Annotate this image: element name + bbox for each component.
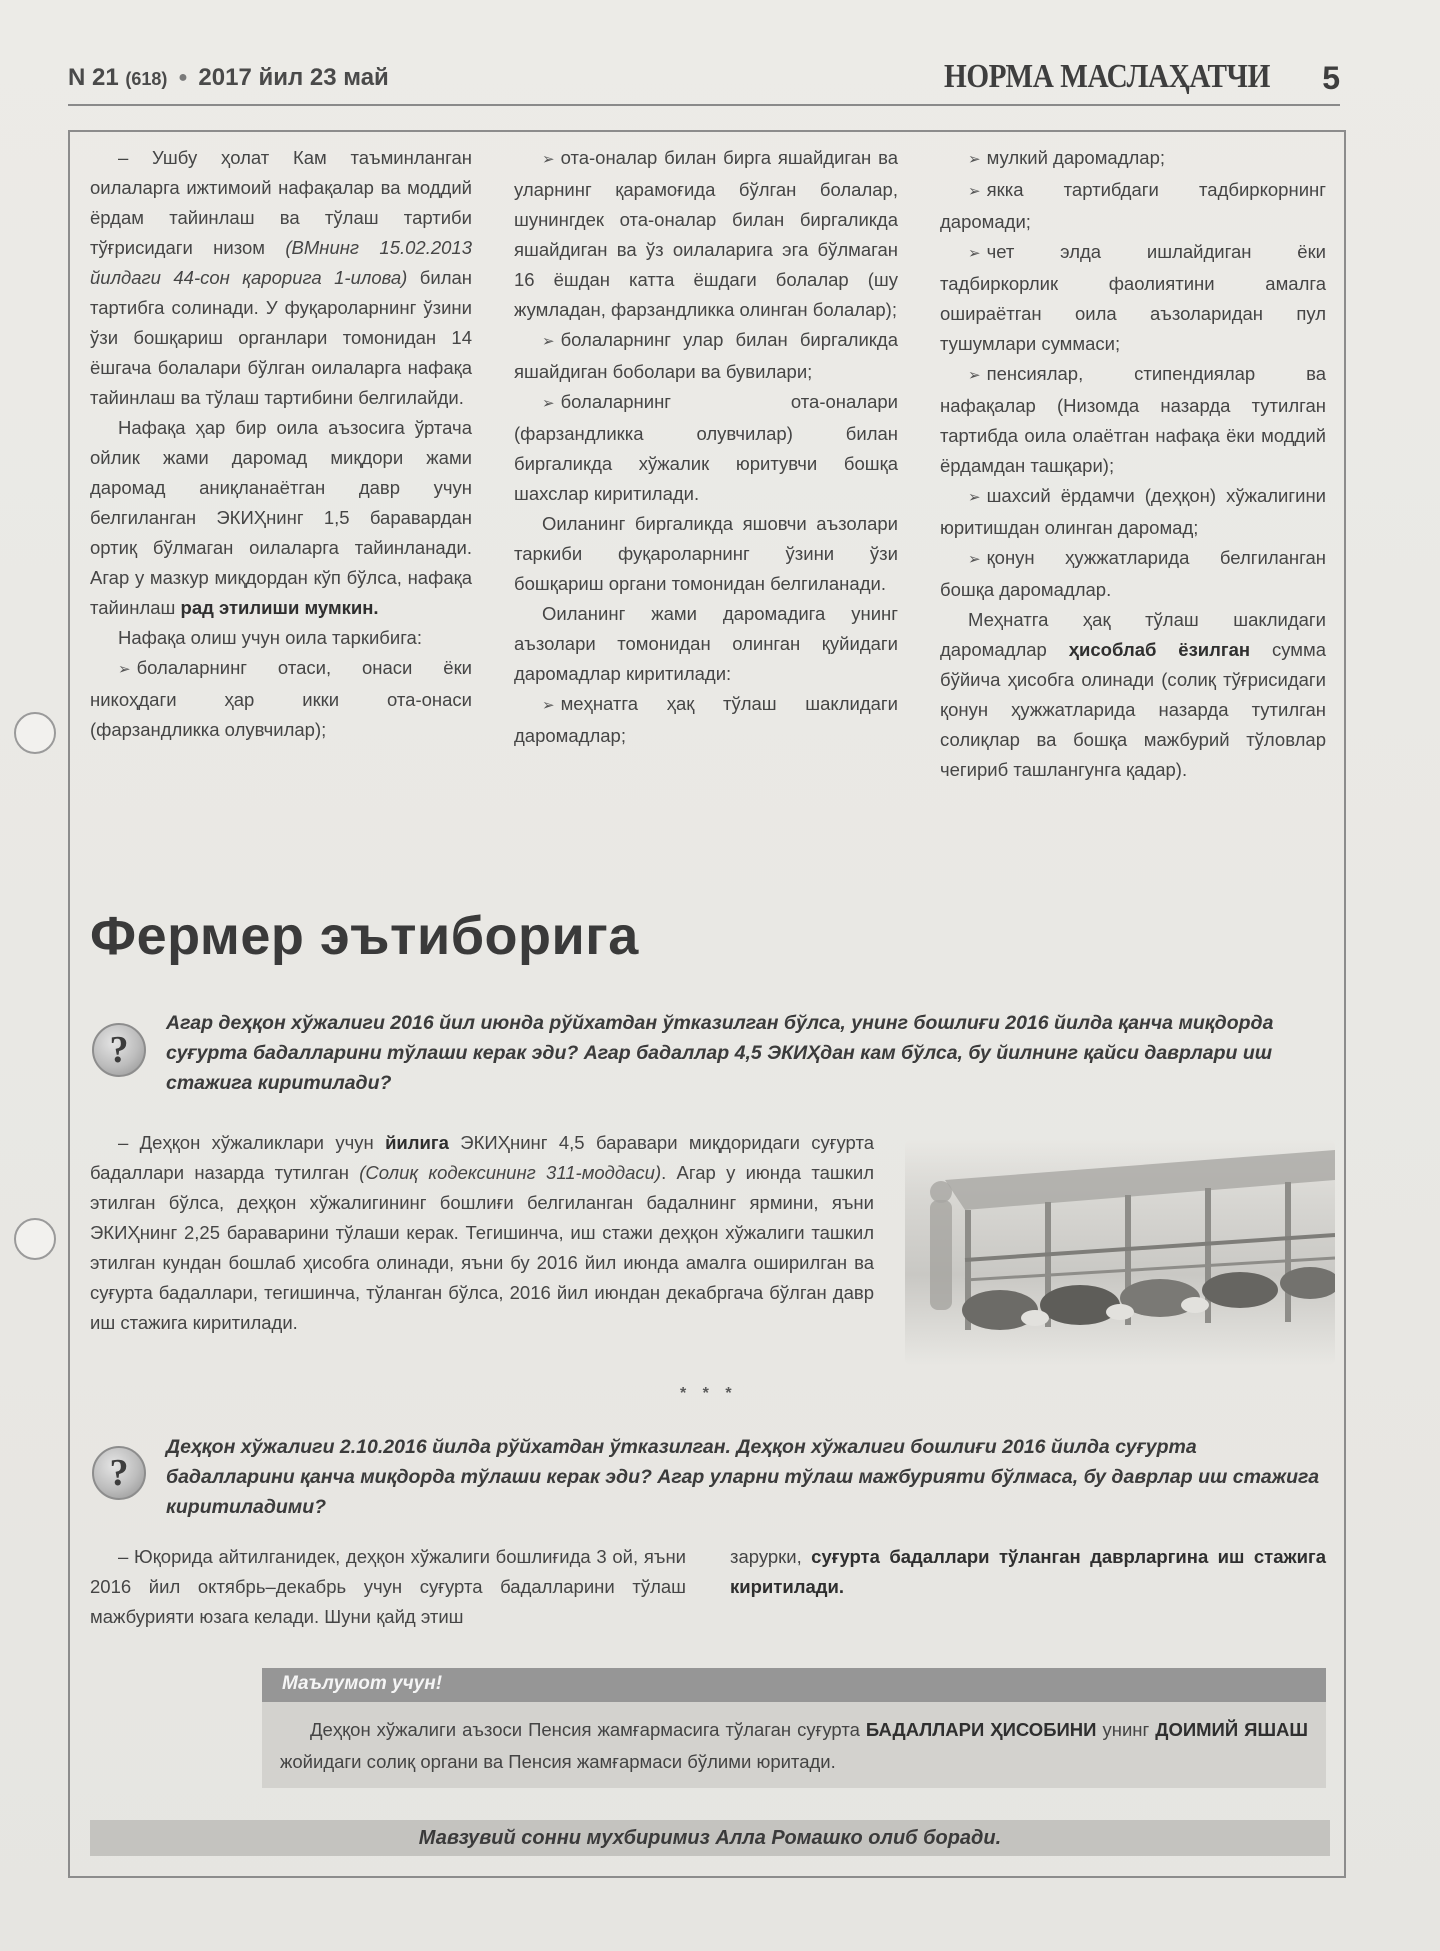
info-box-heading: Маълумот учун! bbox=[282, 1673, 443, 1694]
text-run: билан тартибга солинади. У фуқароларнинг ўзини ўзи бошқариш органлари томонидан 14 ёшгача болалари бўлган оилаларга нафақа тайинлаш ва тўлаш тартибини белгилайди. bbox=[90, 267, 472, 408]
question-2: Деҳқон хўжалиги 2.10.2016 йилда рўйхатдан ўтказилган. Деҳқон хўжалиги бошлиғи 2016 йилда суғурта бадалларини қанча миқдорда тўлаши керак эди? Агар уларни тўлаш мажбурияти бўлмаса, бу даврлар иш стажига киритиладими? bbox=[166, 1436, 1320, 1518]
text-run: Оиланинг биргаликда яшовчи аъзолари таркиби фуқароларнинг ўзини ўзи бошқариш органи томонидан белгиланади. bbox=[514, 513, 898, 594]
text-run: мулкий даромадлар; bbox=[986, 147, 1166, 168]
answer-1 bbox=[90, 1128, 874, 1338]
text-run: Нафақа олиш учун оила таркибига: bbox=[118, 627, 422, 648]
text-run: чет элда ишлайдиган ёки тадбиркорлик фаолиятини амалга ошираётган оила аъзоларидан пул тушумлари суммаси; bbox=[940, 241, 1326, 354]
paragraph bbox=[90, 143, 472, 413]
header-divider bbox=[68, 104, 1340, 106]
section-separator: * * * bbox=[680, 1385, 738, 1402]
list-item bbox=[940, 175, 1326, 237]
author-credit-bar bbox=[90, 1820, 1330, 1856]
text-run: – Ушбу ҳолат Кам таъминланган оилаларга ижтимоий нафақалар ва моддий ёрдам тайинлаш ва тўлаш тартиби тўғрисидаги низом bbox=[90, 147, 472, 258]
text-run: Меҳнатга ҳақ тўлаш шаклидаги даромадлар bbox=[940, 609, 1326, 660]
text-run: Оиланинг жами даромадига унинг аъзолари томонидан олинган қуйидаги даромадлар киритилади: bbox=[514, 603, 898, 684]
list-item bbox=[940, 143, 1326, 175]
arrowhead-bullet-icon: ➢ bbox=[968, 151, 981, 168]
text-run: шахсий ёрдамчи (деҳқон) хўжалигини юритишдан олинган даромад; bbox=[940, 485, 1326, 538]
bold-text: ДОИМИЙ ЯШАШ bbox=[1155, 1719, 1308, 1740]
text-run: унинг bbox=[1096, 1719, 1156, 1740]
text-run: ота-оналар билан бирга яшайдиган ва уларнинг қарамоғида бўлган болалар, шунингдек ота-оналар билан биргаликда яшайдиган ва ўз оилаларига эга бўлмаган 16 ёшдан катта ёшдаги болалар (шу жумладан, фарзандликка олинган болалар); bbox=[514, 147, 898, 320]
barn-cows-photo bbox=[905, 1140, 1335, 1365]
publication-brand: НОРМА МАСЛАҲАТЧИ bbox=[944, 58, 1270, 95]
bold-text: БАДАЛЛАРИ ҲИСОБИНИ bbox=[865, 1719, 1097, 1740]
bold-text: суғурта бадаллари тўланган даврларгина иш стажига киритилади. bbox=[730, 1546, 1326, 1597]
text-run: қонун ҳужжатларида белгиланган бошқа даромадлар. bbox=[940, 547, 1326, 600]
barn-illustration bbox=[905, 1140, 1335, 1365]
issue-sub-number: (618) bbox=[125, 69, 168, 89]
text-column-3 bbox=[940, 143, 1326, 785]
list-item bbox=[514, 325, 898, 387]
list-item bbox=[940, 481, 1326, 543]
issue-number: N 21 bbox=[68, 64, 119, 91]
list-item bbox=[940, 237, 1326, 359]
question-mark-icon: ? bbox=[92, 1023, 146, 1077]
answer-2-left bbox=[90, 1542, 686, 1632]
arrowhead-bullet-icon: ➢ bbox=[968, 183, 981, 200]
paragraph bbox=[90, 1128, 874, 1338]
text-run: болаларнинг отаси, онаси ёки никоҳдаги ҳар икки ота-онаси (фарзандликка олувчилар); bbox=[90, 657, 472, 740]
section-title: Фермер эътиборига bbox=[90, 906, 639, 966]
text-run: болаларнинг улар билан биргаликда яшайдиган боболари ва бувилари; bbox=[514, 329, 898, 382]
issue-info bbox=[68, 64, 389, 92]
arrowhead-bullet-icon: ➢ bbox=[542, 333, 555, 350]
list-item bbox=[940, 543, 1326, 605]
issue-date: 2017 йил 23 май bbox=[198, 64, 389, 91]
text-run: меҳнатга ҳақ тўлаш шаклидаги даромадлар; bbox=[514, 693, 898, 746]
page-number: 5 bbox=[1322, 60, 1340, 96]
text-run: якка тартибдаги тадбиркорнинг даромади; bbox=[940, 179, 1326, 232]
paragraph bbox=[90, 623, 472, 653]
text-run: зарурки, bbox=[730, 1546, 812, 1567]
arrowhead-bullet-icon: ➢ bbox=[968, 489, 981, 506]
arrowhead-bullet-icon: ➢ bbox=[542, 395, 555, 412]
paragraph bbox=[514, 599, 898, 689]
text-run: – Юқорида айтилганидек, деҳқон хўжалиги бошлиғида 3 ой, яъни 2016 йил октябрь–декабрь учун суғурта бадалларини тўлаш мажбурияти юзага келади. Шуни қайд этиш bbox=[90, 1546, 686, 1627]
arrowhead-bullet-icon: ➢ bbox=[968, 367, 981, 384]
text-run: Нафақа ҳар бир оила аъзосига ўртача ойлик жами даромад миқдори жами даромад аниқланаётган давр учун белгиланган ЭКИҲнинг 1,5 баравардан ортиқ бўлмаган оилаларга тайинланади. Агар у мазкур миқдордан кўп бўлса, нафақа тайинлаш bbox=[90, 417, 472, 618]
paragraph bbox=[940, 605, 1326, 785]
binder-hole bbox=[14, 712, 56, 754]
legal-reference: (Солиқ кодексининг 311-моддаси) bbox=[359, 1162, 662, 1183]
paragraph bbox=[90, 1542, 686, 1632]
list-item bbox=[940, 359, 1326, 481]
text-run: . Агар у июнда ташкил этилган бўлса, деҳқон хўжалигининг бошлиғи белгиланган бадалнинг ярмини, яъни ЭКИҲнинг 2,25 бараварини тўлаши керак. Тегишинча, иш стажи деҳқон хўжалиги ташкил этилган кундан бошлаб ҳисобга олинади, яъни бу 2016 йил июнда амалга оширилган ва суғурта бадаллари, тегишинча, тўланган бўлса, 2016 йил июндан декабргача бўлган давр иш стажига киритилади. bbox=[90, 1162, 874, 1333]
arrowhead-bullet-icon: ➢ bbox=[542, 697, 555, 714]
text-run: болаларнинг ота-оналари (фарзандликка олувчилар) билан биргаликда хўжалик юритувчи бошқа шахслар киритилади. bbox=[514, 391, 898, 504]
info-box-body bbox=[280, 1714, 1308, 1778]
info-box-header bbox=[262, 1668, 1326, 1702]
text-run: жойидаги солиқ органи ва Пенсия жамғармаси бўлими юритади. bbox=[280, 1751, 836, 1772]
text-column-1 bbox=[90, 143, 472, 745]
paragraph bbox=[730, 1542, 1326, 1602]
paragraph bbox=[90, 413, 472, 623]
question-1: Агар деҳқон хўжалиги 2016 йил июнда рўйхатдан ўтказилган бўлса, унинг бошлиғи 2016 йилда қанча миқдорда суғурта бадалларини тўлаши керак эди? Агар бадаллар 4,5 ЭКИҲдан кам бўлса, бу йилнинг қайси даврлари иш стажига киритилади? bbox=[166, 1012, 1274, 1094]
dot-separator-icon: ● bbox=[178, 69, 188, 86]
list-item bbox=[90, 653, 472, 745]
bold-text: рад этилиши мумкин. bbox=[180, 597, 379, 618]
arrowhead-bullet-icon: ➢ bbox=[968, 245, 981, 262]
arrowhead-bullet-icon: ➢ bbox=[118, 661, 131, 678]
text-run: Деҳқон хўжалиги аъзоси Пенсия жамғармасига тўлаган суғурта bbox=[310, 1719, 866, 1740]
text-column-2 bbox=[514, 143, 898, 751]
author-credit: Мавзувий сонни мухбиримиз Алла Ромашко олиб боради. bbox=[418, 1826, 1002, 1849]
info-box bbox=[262, 1668, 1326, 1788]
bold-text: йилига bbox=[385, 1132, 449, 1153]
text-run: ЭКИҲнинг 4,5 баравари миқдоридаги суғурта бадаллари назарда тутилган bbox=[90, 1132, 874, 1183]
text-run: – Деҳқон хўжаликлари учун bbox=[118, 1132, 386, 1153]
binder-hole bbox=[14, 1218, 56, 1260]
arrowhead-bullet-icon: ➢ bbox=[542, 151, 555, 168]
list-item bbox=[514, 689, 898, 751]
bold-text: ҳисоблаб ёзилган bbox=[1068, 639, 1251, 660]
list-item bbox=[514, 143, 898, 325]
list-item bbox=[514, 387, 898, 509]
legal-reference: (ВМнинг 15.02.2013 йилдаги 44-сон қарорига 1-илова) bbox=[90, 237, 472, 288]
arrowhead-bullet-icon: ➢ bbox=[968, 551, 981, 568]
text-run: сумма бўйича ҳисобга олинади (солиқ тўғрисидаги қонун ҳужжатларида назарда тутилган солиқлар ва бошқа мажбурий тўловлар чегириб ташлангунга қадар). bbox=[940, 639, 1326, 780]
page-header bbox=[68, 58, 1340, 98]
paragraph bbox=[514, 509, 898, 599]
answer-2-right bbox=[730, 1542, 1326, 1602]
question-mark-icon: ? bbox=[92, 1446, 146, 1500]
text-run: пенсиялар, стипендиялар ва нафақалар (Низомда назарда тутилган тартибда оила олаётган нафақа ёки моддий ёрдамдан ташқари); bbox=[940, 363, 1326, 476]
